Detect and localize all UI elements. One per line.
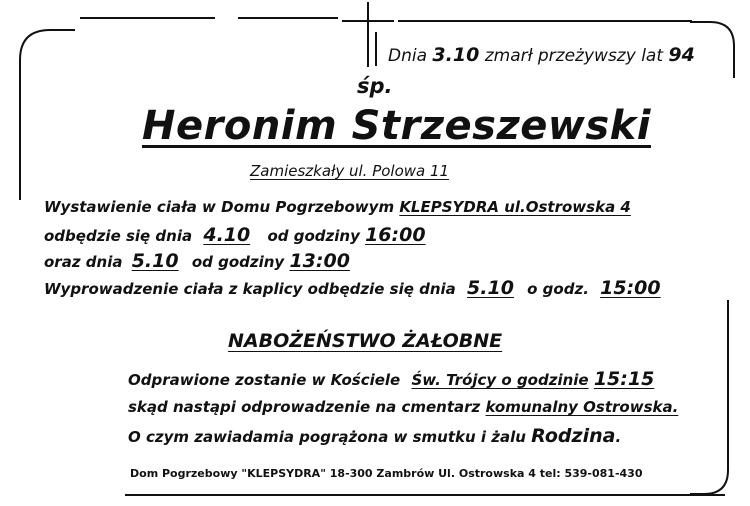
- procession-text: skąd nastąpi odprowadzenie na cmentarz: [128, 398, 481, 416]
- frame-bottom: [125, 494, 725, 496]
- viewing-line-2: [44, 224, 426, 246]
- death-date: 3.10: [432, 44, 480, 66]
- viewing-from-2: od godziny: [191, 253, 285, 271]
- viewing-text: Wystawienie ciała w Domu Pogrzebowym: [44, 198, 395, 216]
- death-prefix: Dnia: [388, 46, 428, 66]
- viewing-line-1: [44, 198, 631, 216]
- deceased-name: Heronim Strzeszewski: [142, 103, 651, 149]
- frame-top-mid: [238, 17, 338, 19]
- address: Zamieszkały ul. Polowa 11: [250, 162, 450, 180]
- departure-at: o godz.: [527, 280, 589, 298]
- departure-text: Wyprowadzenie ciała z kaplicy odbędzie się dnia: [44, 280, 456, 298]
- family-signature: Rodzina: [531, 425, 616, 447]
- viewing-day-text: odbędzie się dnia: [44, 227, 193, 245]
- service-text: Odprawione zostanie w Kościele: [128, 371, 401, 389]
- notice-text: O czym zawiadamia pogrążona w smutku i żalu: [128, 428, 526, 446]
- viewing-line-3: [44, 250, 350, 272]
- death-middle: zmarł przeżywszy lat: [484, 46, 663, 66]
- viewing-time-1: 16:00: [365, 224, 426, 246]
- service-heading: NABOŻEŃSTWO ŻAŁOBNE: [228, 330, 503, 352]
- viewing-also-text: oraz dnia: [44, 253, 123, 271]
- viewing-time-2: 13:00: [289, 250, 350, 272]
- departure-time: 15:00: [600, 277, 661, 299]
- death-info-line: [388, 44, 695, 66]
- service-time: 15:15: [593, 368, 655, 390]
- viewing-date-2: 5.10: [131, 250, 179, 272]
- cross-vertical: [367, 2, 369, 67]
- service-line-3: [128, 425, 621, 447]
- cemetery-name: komunalny Ostrowska.: [485, 398, 679, 416]
- service-line-1: [128, 368, 654, 390]
- praying-jesus-portrait-icon: [0, 318, 128, 486]
- death-age: 94: [668, 44, 695, 66]
- service-line-2: [128, 398, 678, 416]
- departure-date: 5.10: [467, 277, 514, 299]
- viewing-date-1: 4.10: [203, 224, 251, 246]
- footer-contact: Dom Pogrzebowy "KLEPSYDRA" 18-300 Zambrów Ul. Ostrowska 4 tel: 539-081-430: [130, 467, 643, 480]
- title-prefix: śp.: [357, 74, 393, 98]
- frame-top-right: [398, 20, 692, 22]
- viewing-from-1: od godziny: [267, 227, 360, 245]
- frame-corner-right: [690, 0, 750, 506]
- frame-divider: [375, 32, 377, 66]
- notice-end: .: [615, 428, 622, 446]
- funeral-home-place: KLEPSYDRA ul.Ostrowska 4: [399, 198, 631, 216]
- church-name: Św. Trójcy o godzinie: [411, 371, 589, 389]
- cross-horizontal: [342, 20, 394, 22]
- viewing-line-4: [44, 277, 661, 299]
